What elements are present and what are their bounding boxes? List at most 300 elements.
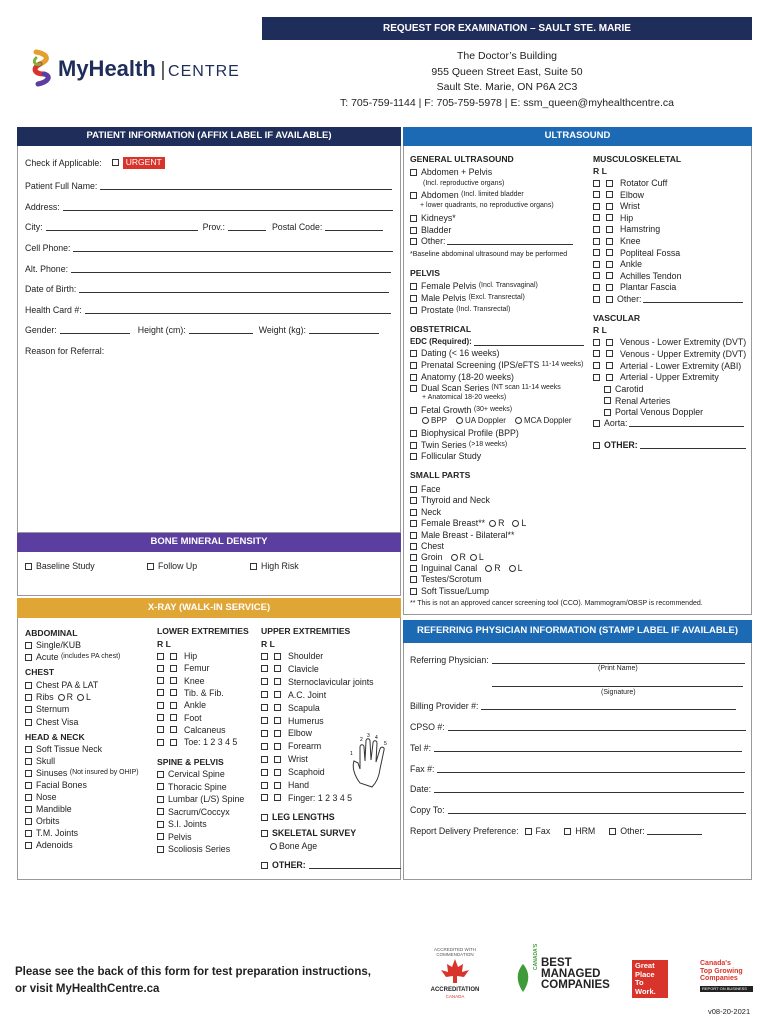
xray-leg-lengths-checkbox[interactable] — [261, 814, 268, 821]
xray-skeletal-label: SKELETAL SURVEY — [272, 828, 357, 838]
us-inguinal-label: Inguinal Canal — [421, 563, 478, 573]
spine-right-checkbox[interactable] — [157, 808, 164, 815]
prov-label: Prov.: — [202, 222, 225, 232]
delivery-other-field[interactable] — [647, 827, 702, 835]
vasc-single-label: Renal Arteries — [615, 395, 671, 406]
lower-ext-left-checkbox[interactable] — [170, 653, 177, 660]
us-thyroid-checkbox[interactable] — [410, 497, 417, 504]
us-inguinal-r-label: R — [494, 563, 501, 573]
msk-other-l-checkbox[interactable] — [606, 296, 613, 303]
vasc-left-checkbox[interactable] — [606, 350, 613, 357]
xray-nose-checkbox[interactable] — [25, 794, 32, 801]
health-card-field[interactable] — [85, 306, 391, 314]
xray-orbits-label: Orbits — [36, 816, 60, 826]
logo-mark-icon — [30, 48, 54, 88]
postal-field[interactable] — [325, 223, 383, 231]
us-twin-checkbox[interactable] — [410, 442, 417, 449]
vasc-aorta-field[interactable] — [629, 419, 744, 427]
msk-item — [593, 236, 641, 246]
xray-chest-pa-checkbox[interactable] — [25, 682, 32, 689]
small-parts-heading: SMALL PARTS — [410, 470, 471, 480]
city-row — [25, 222, 383, 232]
xray-header — [17, 598, 401, 618]
bmd-highrisk-label: High Risk — [261, 561, 299, 571]
msk-left-checkbox[interactable] — [606, 284, 613, 291]
xray-ribs-label: Ribs — [36, 692, 54, 702]
vasc-aorta-checkbox[interactable] — [593, 420, 600, 427]
patient-title: PATIENT INFORMATION (AFFIX LABEL IF AVAILABLE) — [86, 130, 332, 142]
address-row — [25, 202, 393, 212]
msk-label: Elbow — [620, 189, 644, 200]
spine-right-checkbox[interactable] — [157, 833, 164, 840]
lower-ext-label: Foot — [184, 712, 202, 723]
xray-chest-visa-label: Chest Visa — [36, 717, 79, 727]
us-male-breast-label: Male Breast - Bilateral** — [421, 530, 515, 540]
vasc-right-checkbox[interactable] — [593, 374, 600, 381]
msk-other-r-checkbox[interactable] — [593, 296, 600, 303]
check-applicable-label: Check if Applicable: — [25, 157, 102, 168]
us-small-footnote: ** This is not an approved cancer screening tool (CCO). Mammogram/OBSP is recommended. — [410, 600, 703, 607]
ref-cpso-label: CPSO #: — [410, 722, 445, 732]
spine-right-checkbox[interactable] — [157, 846, 164, 853]
xray-bone-age-radio[interactable] — [270, 843, 277, 850]
chest-heading: CHEST — [25, 667, 55, 677]
us-female-breast-r-radio[interactable] — [489, 520, 496, 527]
upper-ext-item — [261, 651, 323, 661]
xray-chest-visa-checkbox[interactable] — [25, 719, 32, 726]
spine-label: Sacrum/Coccyx — [168, 806, 230, 817]
msk-item — [593, 271, 681, 281]
upper-ext-left-checkbox[interactable] — [274, 756, 281, 763]
city-field[interactable] — [46, 223, 198, 231]
upper-ext-left-checkbox[interactable] — [274, 704, 281, 711]
msk-label: Achilles Tendon — [620, 270, 682, 281]
lower-ext-right-checkbox[interactable] — [157, 726, 164, 733]
us-twin-label: Twin Series — [421, 440, 467, 450]
lower-rl-heading: R L — [157, 639, 171, 649]
vasc-left-checkbox[interactable] — [606, 374, 613, 381]
xray-other-label: OTHER: — [272, 860, 306, 870]
spine-item — [157, 782, 227, 792]
us-female-breast-checkbox[interactable] — [410, 520, 417, 527]
growing-tag: REPORT ON BUSINESS — [700, 986, 753, 993]
upper-ext-right-checkbox[interactable] — [261, 769, 268, 776]
ref-date-field[interactable] — [434, 785, 744, 793]
upper-ext-label: Shoulder — [288, 651, 324, 661]
cell-row — [25, 243, 393, 253]
msk-left-checkbox[interactable] — [606, 272, 613, 279]
spine-label: Scoliosis Series — [168, 844, 231, 854]
upper-ext-right-checkbox[interactable] — [261, 678, 268, 685]
lower-ext-label: Calcaneus — [184, 724, 226, 735]
upper-ext-left-checkbox[interactable] — [274, 717, 281, 724]
vasc-aorta-label: Aorta: — [604, 418, 628, 428]
address-line-2: 955 Queen Street East, Suite 50 — [431, 65, 583, 78]
us-dual-checkbox[interactable] — [410, 385, 417, 392]
us-kidneys-checkbox[interactable] — [410, 215, 417, 222]
us-general-other-field[interactable] — [447, 237, 573, 245]
ref-billing-field[interactable] — [481, 702, 736, 710]
us-testes-label: Testes/Scrotum — [421, 574, 482, 584]
address-label: Address: — [25, 202, 60, 212]
dob-field[interactable] — [79, 285, 389, 293]
upper-ext-left-checkbox[interactable] — [274, 665, 281, 672]
us-testes-checkbox[interactable] — [410, 576, 417, 583]
msk-right-checkbox[interactable] — [593, 249, 600, 256]
spine-label: Cervical Spine — [168, 769, 225, 779]
spine-label: Thoracic Spine — [168, 781, 227, 792]
upper-ext-right-checkbox[interactable] — [261, 794, 268, 801]
us-abd-pelvis-checkbox[interactable] — [410, 169, 417, 176]
msk-left-checkbox[interactable] — [606, 261, 613, 268]
full-name-label: Patient Full Name: — [25, 181, 98, 191]
dob-row — [25, 284, 389, 294]
us-chest-label: Chest — [421, 541, 444, 551]
lower-ext-item — [157, 688, 224, 698]
delivery-other-label: Other: — [620, 826, 645, 836]
upper-ext-right-checkbox[interactable] — [261, 665, 268, 672]
us-mca-radio[interactable] — [515, 417, 522, 424]
lower-ext-right-checkbox[interactable] — [157, 702, 164, 709]
msk-left-checkbox[interactable] — [606, 191, 613, 198]
vasc-label: Venous - Lower Extremity (DVT) — [620, 337, 747, 347]
us-bpp-full-label: Biophysical Profile (BPP) — [421, 428, 519, 438]
ref-cpso-field[interactable] — [448, 723, 746, 731]
msk-right-checkbox[interactable] — [593, 284, 600, 291]
upper-ext-right-checkbox[interactable] — [261, 691, 268, 698]
logo-text-bold: MyHealth — [58, 56, 156, 81]
prov-field[interactable] — [228, 223, 266, 231]
msk-left-checkbox[interactable] — [606, 226, 613, 233]
us-other-checkbox[interactable] — [593, 442, 600, 449]
vasc-single-checkbox[interactable] — [604, 397, 611, 404]
lower-ext-right-checkbox[interactable] — [157, 714, 164, 721]
gender-field[interactable] — [60, 326, 130, 334]
accreditation-logo — [420, 947, 490, 999]
us-bladder-label: Bladder — [421, 225, 452, 235]
us-chest-checkbox[interactable] — [410, 543, 417, 550]
bmd-baseline[interactable] — [25, 561, 95, 571]
lower-ext-left-checkbox[interactable] — [170, 726, 177, 733]
vasc-single-checkbox[interactable] — [604, 409, 611, 416]
vasc-single-label: Portal Venous Doppler — [615, 407, 704, 418]
xray-other-field[interactable] — [309, 861, 401, 869]
xray-acute-checkbox[interactable] — [25, 654, 32, 661]
msk-item — [593, 213, 633, 223]
lower-ext-right-checkbox[interactable] — [157, 739, 164, 746]
xray-sternum-checkbox[interactable] — [25, 706, 32, 713]
vasc-left-checkbox[interactable] — [606, 362, 613, 369]
lower-ext-left-checkbox[interactable] — [170, 702, 177, 709]
msk-item — [593, 178, 667, 188]
lower-ext-left-checkbox[interactable] — [170, 677, 177, 684]
us-soft-tissue-checkbox[interactable] — [410, 588, 417, 595]
top-growing-logo — [700, 960, 753, 1000]
msk-left-checkbox[interactable] — [606, 214, 613, 221]
xray-ribs-l-radio[interactable] — [77, 694, 84, 701]
xray-mandible-checkbox[interactable] — [25, 806, 32, 813]
lower-ext-label: Femur — [184, 663, 210, 674]
lower-ext-left-checkbox[interactable] — [170, 689, 177, 696]
xray-bone-age-label: Bone Age — [279, 841, 318, 851]
vasc-item — [593, 349, 746, 359]
us-groin-l-radio[interactable] — [470, 554, 477, 561]
lower-ext-left-checkbox[interactable] — [170, 665, 177, 672]
xray-sinuses-note: (Not insured by OHIP) — [69, 769, 139, 777]
us-groin-r-radio[interactable] — [451, 554, 458, 561]
msk-left-checkbox[interactable] — [606, 238, 613, 245]
xray-kub-label: Single/KUB — [36, 640, 81, 650]
upper-ext-right-checkbox[interactable] — [261, 756, 268, 763]
xray-ribs-r-radio[interactable] — [58, 694, 65, 701]
form-version: v08-20-2021 — [708, 1007, 751, 1016]
us-abdomen-checkbox[interactable] — [410, 192, 417, 199]
vasc-single-item — [604, 396, 670, 406]
reason-label: Reason for Referral: — [25, 346, 105, 356]
spine-right-checkbox[interactable] — [157, 821, 164, 828]
msk-right-checkbox[interactable] — [593, 214, 600, 221]
upper-ext-right-checkbox[interactable] — [261, 782, 268, 789]
gptw-line3: To — [635, 978, 644, 987]
upper-ext-item — [261, 716, 324, 726]
xray-other-checkbox[interactable] — [261, 862, 268, 869]
bmd-header — [17, 533, 401, 552]
msk-left-checkbox[interactable] — [606, 249, 613, 256]
spine-right-checkbox[interactable] — [157, 796, 164, 803]
us-neck-label: Neck — [421, 507, 442, 517]
msk-right-checkbox[interactable] — [593, 226, 600, 233]
delivery-fax-checkbox[interactable] — [525, 828, 532, 835]
lower-ext-label: Ankle — [184, 700, 207, 711]
vasc-right-checkbox[interactable] — [593, 350, 600, 357]
referring-header — [403, 620, 752, 643]
us-groin-r-label: R — [459, 552, 466, 562]
upper-ext-right-checkbox[interactable] — [261, 743, 268, 750]
msk-other-field[interactable] — [643, 295, 743, 303]
upper-ext-label: Humerus — [288, 715, 324, 726]
us-groin-checkbox[interactable] — [410, 554, 417, 561]
upper-ext-label: Elbow — [288, 728, 312, 739]
us-edc-field[interactable] — [474, 338, 584, 346]
vascular-rl-heading: R L — [593, 325, 607, 335]
upper-ext-item — [261, 793, 352, 803]
upper-ext-left-checkbox[interactable] — [274, 769, 281, 776]
xray-kub-checkbox[interactable] — [25, 642, 32, 649]
upper-ext-left-checkbox[interactable] — [274, 653, 281, 660]
bmd-followup[interactable] — [147, 561, 197, 571]
lower-ext-right-checkbox[interactable] — [157, 665, 164, 672]
vasc-single-checkbox[interactable] — [604, 386, 611, 393]
health-card-row — [25, 305, 391, 315]
bmd-highrisk-checkbox[interactable] — [250, 563, 257, 570]
ref-tel-label: Tel #: — [410, 743, 432, 753]
us-male-pelvis-label: Male Pelvis — [421, 293, 466, 303]
us-edc-label: EDC (Required): — [410, 337, 472, 346]
address-field[interactable] — [63, 203, 393, 211]
us-inguinal-checkbox[interactable] — [410, 565, 417, 572]
us-ua-radio[interactable] — [456, 417, 463, 424]
upper-ext-left-checkbox[interactable] — [274, 743, 281, 750]
msk-right-checkbox[interactable] — [593, 191, 600, 198]
vasc-right-checkbox[interactable] — [593, 362, 600, 369]
lower-ext-item — [157, 713, 202, 723]
us-bladder-checkbox[interactable] — [410, 227, 417, 234]
delivery-fax-label: Fax — [535, 826, 551, 836]
ref-delivery-label: Report Delivery Preference: — [410, 826, 519, 836]
us-male-pelvis-checkbox[interactable] — [410, 295, 417, 302]
xray-skull-checkbox[interactable] — [25, 758, 32, 765]
upper-ext-left-checkbox[interactable] — [274, 678, 281, 685]
xray-adenoids-checkbox[interactable] — [25, 842, 32, 849]
us-fetal-checkbox[interactable] — [410, 407, 417, 414]
lower-ext-left-checkbox[interactable] — [170, 714, 177, 721]
urgent-checkbox[interactable] — [112, 159, 119, 166]
us-prostate-note: (Incl. Transrectal) — [456, 306, 511, 314]
dob-label: Date of Birth: — [25, 284, 77, 294]
best-managed-line3: COMPANIES — [541, 979, 610, 991]
msk-rl-heading: R L — [593, 166, 607, 176]
us-female-breast-l-radio[interactable] — [512, 520, 519, 527]
msk-right-checkbox[interactable] — [593, 272, 600, 279]
us-female-pelvis-label: Female Pelvis — [421, 281, 477, 291]
vasc-left-checkbox[interactable] — [606, 339, 613, 346]
ref-tel-field[interactable] — [434, 744, 742, 752]
spine-right-checkbox[interactable] — [157, 771, 164, 778]
lower-ext-right-checkbox[interactable] — [157, 653, 164, 660]
us-bpp-full-checkbox[interactable] — [410, 430, 417, 437]
bmd-followup-checkbox[interactable] — [147, 563, 154, 570]
us-male-breast-checkbox[interactable] — [410, 532, 417, 539]
alt-field[interactable] — [71, 265, 391, 273]
xray-soft-tissue-neck-checkbox[interactable] — [25, 746, 32, 753]
upper-extremities-heading: UPPER EXTREMITIES — [261, 626, 351, 636]
us-prenatal-note: 11-14 weeks) — [541, 361, 584, 369]
cell-label: Cell Phone: — [25, 243, 71, 253]
footer-note-line1: Please see the back of this form for test preparation instructions, — [15, 966, 371, 978]
msk-other-label: Other: — [617, 294, 642, 304]
msk-right-checkbox[interactable] — [593, 261, 600, 268]
upper-ext-left-checkbox[interactable] — [274, 794, 281, 801]
delivery-hrm-checkbox[interactable] — [564, 828, 571, 835]
xray-facial-checkbox[interactable] — [25, 782, 32, 789]
msk-left-checkbox[interactable] — [606, 203, 613, 210]
weight-field[interactable] — [309, 326, 379, 334]
xray-acute-note: (includes PA chest) — [60, 653, 121, 661]
xray-orbits-checkbox[interactable] — [25, 818, 32, 825]
lower-ext-right-checkbox[interactable] — [157, 689, 164, 696]
spine-right-checkbox[interactable] — [157, 783, 164, 790]
us-neck-checkbox[interactable] — [410, 509, 417, 516]
alt-row — [25, 264, 391, 274]
ref-billing-label: Billing Provider #: — [410, 701, 479, 711]
vasc-right-checkbox[interactable] — [593, 339, 600, 346]
upper-ext-left-checkbox[interactable] — [274, 691, 281, 698]
height-label: Height (cm): — [137, 325, 186, 335]
us-inguinal-l-radio[interactable] — [509, 565, 516, 572]
us-anatomy-checkbox[interactable] — [410, 374, 417, 381]
msk-right-checkbox[interactable] — [593, 180, 600, 187]
gptw-line4: Work. — [635, 986, 656, 996]
us-kidneys-label: Kidneys* — [421, 213, 456, 223]
upper-ext-item — [261, 767, 325, 777]
us-dating-checkbox[interactable] — [410, 350, 417, 357]
us-other-field[interactable] — [640, 441, 746, 449]
growing-line3: Companies — [700, 975, 738, 982]
upper-ext-right-checkbox[interactable] — [261, 653, 268, 660]
delivery-other-checkbox[interactable] — [609, 828, 616, 835]
us-other-label: OTHER: — [604, 440, 638, 450]
vasc-item — [593, 361, 741, 371]
xray-ribs-l-label: L — [85, 692, 91, 702]
msk-heading: MUSCULOSKELETAL — [593, 154, 682, 164]
upper-ext-right-checkbox[interactable] — [261, 730, 268, 737]
upper-ext-item — [261, 741, 321, 751]
upper-ext-right-checkbox[interactable] — [261, 704, 268, 711]
cell-field[interactable] — [73, 244, 393, 252]
lower-ext-label: Toe: 1 2 3 4 5 — [184, 737, 238, 748]
us-female-pelvis-checkbox[interactable] — [410, 283, 417, 290]
full-name-field[interactable] — [100, 182, 392, 190]
vasc-item — [593, 337, 746, 347]
us-male-pelvis-note: (Excl. Transrectal) — [468, 294, 525, 302]
accreditation-text: ACCREDITATION — [430, 987, 480, 994]
us-follicular-checkbox[interactable] — [410, 453, 417, 460]
ref-physician-field[interactable] — [492, 656, 745, 664]
msk-left-checkbox[interactable] — [606, 180, 613, 187]
ref-fax-label: Fax #: — [410, 764, 435, 774]
upper-ext-label: Forearm — [288, 741, 322, 752]
us-prenatal-checkbox[interactable] — [410, 362, 417, 369]
great-place-logo — [632, 960, 668, 998]
xray-leg-lengths-label: LEG LENGTHS — [272, 812, 335, 822]
bmd-baseline-checkbox[interactable] — [25, 563, 32, 570]
xray-skeletal-checkbox[interactable] — [261, 830, 268, 837]
xray-tmj-checkbox[interactable] — [25, 830, 32, 837]
msk-right-checkbox[interactable] — [593, 203, 600, 210]
xray-acute-label: Acute — [36, 652, 59, 662]
xray-ribs-checkbox[interactable] — [25, 694, 32, 701]
xray-sinuses-checkbox[interactable] — [25, 770, 32, 777]
us-female-breast-label: Female Breast** — [421, 518, 486, 528]
upper-ext-label: Finger: 1 2 3 4 5 — [288, 792, 353, 803]
height-field[interactable] — [189, 326, 253, 334]
upper-ext-right-checkbox[interactable] — [261, 717, 268, 724]
hand-icon — [348, 733, 398, 791]
bmd-highrisk[interactable] — [250, 561, 299, 571]
us-bpp-radio[interactable] — [422, 417, 429, 424]
us-general-other-checkbox[interactable] — [410, 238, 417, 245]
vasc-label: Arterial - Upper Extremity — [620, 372, 719, 383]
ref-date-label: Date: — [410, 784, 432, 794]
ref-fax-field[interactable] — [437, 765, 745, 773]
msk-right-checkbox[interactable] — [593, 238, 600, 245]
upper-ext-left-checkbox[interactable] — [274, 782, 281, 789]
ref-signature-field[interactable] — [492, 679, 743, 687]
ref-copy-field[interactable] — [448, 806, 746, 814]
lower-ext-right-checkbox[interactable] — [157, 677, 164, 684]
us-prostate-checkbox[interactable] — [410, 307, 417, 314]
lower-ext-left-checkbox[interactable] — [170, 739, 177, 746]
reason-field[interactable] — [25, 358, 395, 528]
us-face-checkbox[interactable] — [410, 486, 417, 493]
msk-item — [593, 259, 642, 269]
us-abdomen-note: (Incl. limited bladder — [461, 191, 524, 199]
ref-copy-label: Copy To: — [410, 805, 445, 815]
upper-ext-left-checkbox[interactable] — [274, 730, 281, 737]
us-inguinal-r-radio[interactable] — [485, 565, 492, 572]
vascular-heading: VASCULAR — [593, 313, 641, 323]
spine-label: S.I. Joints — [168, 819, 207, 829]
